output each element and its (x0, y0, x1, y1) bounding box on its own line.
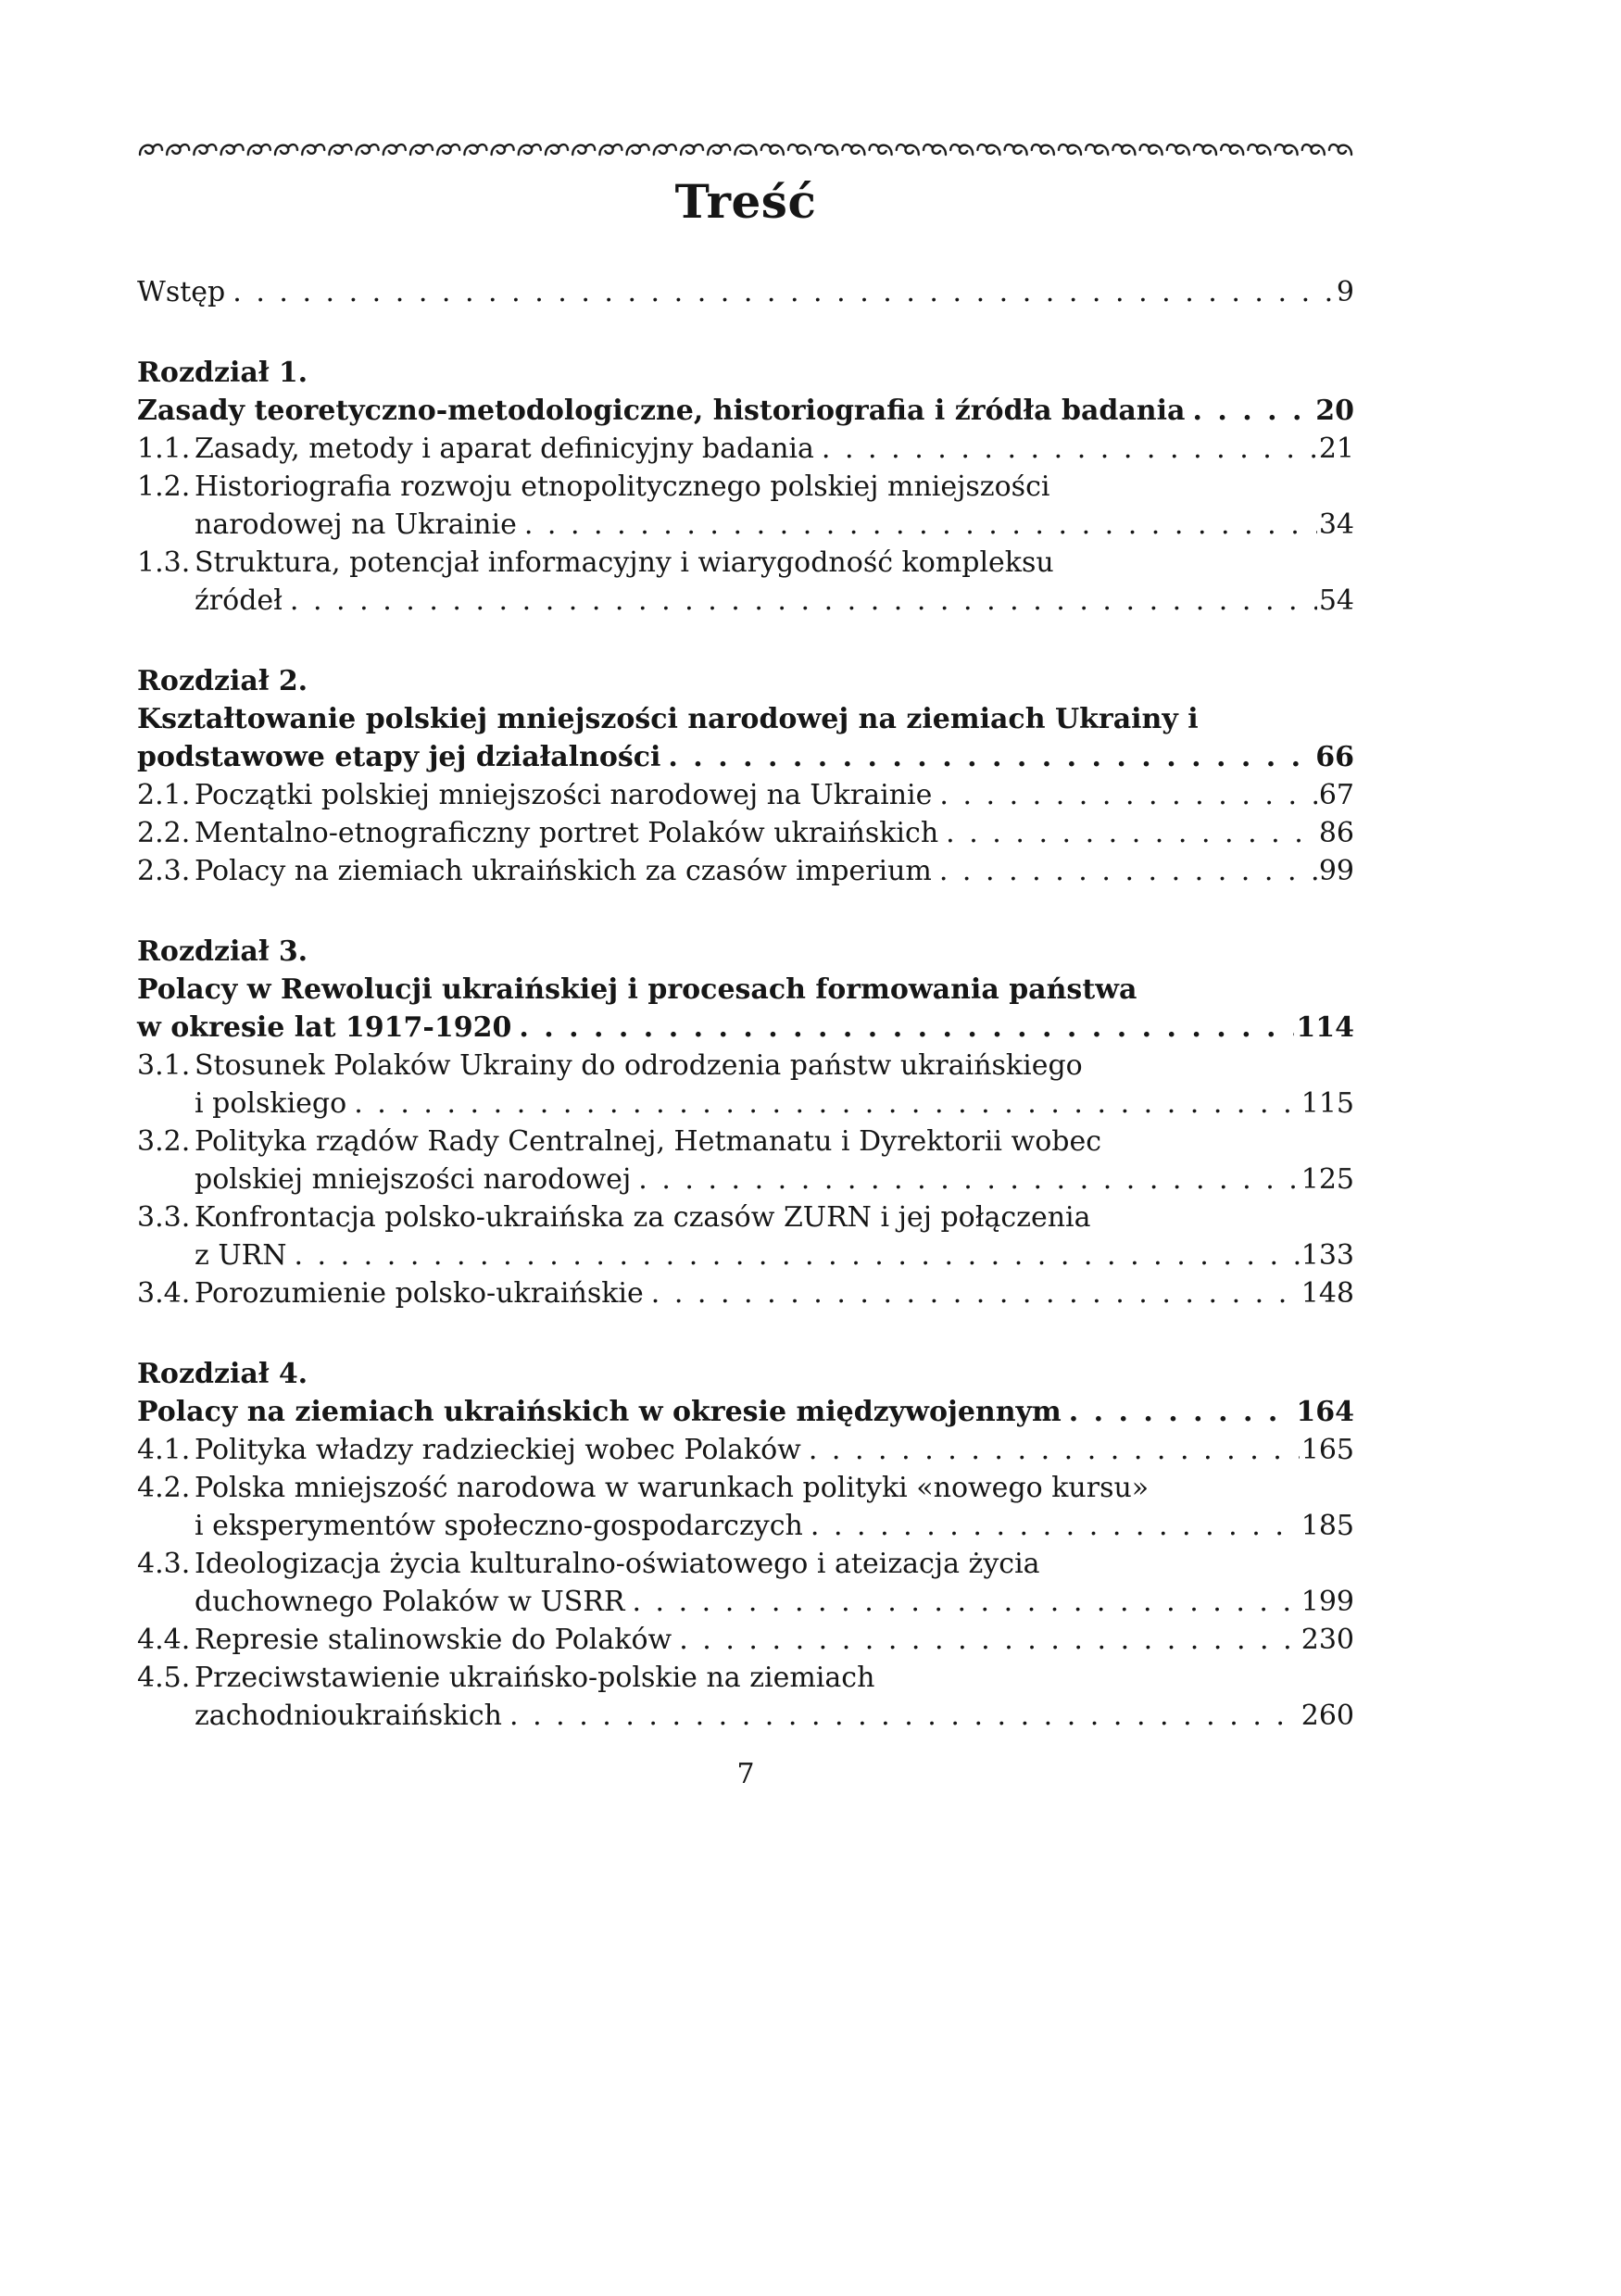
dot-leader (1069, 1393, 1295, 1431)
item-number: 3.2. (137, 1125, 191, 1158)
dot-leader (519, 1009, 1294, 1047)
ornament-border (137, 139, 1354, 161)
item-page-number: 125 (1301, 1163, 1354, 1196)
dot-leader (509, 1697, 1300, 1735)
footer-page-number: 7 (736, 1758, 755, 1790)
item-title-continuation: narodowej na Ukrainie (195, 508, 517, 541)
dot-leader (809, 1431, 1300, 1469)
chapter-title-line: w okresie lat 1917-1920 (137, 1011, 512, 1044)
item-title: Polska mniejszość narodowa w warunkach polityki «nowego kursu» (195, 1472, 1150, 1504)
chapter-heading: Rozdział 3. (137, 935, 308, 968)
dot-leader (1192, 392, 1313, 430)
item-page-number: 34 (1318, 508, 1354, 541)
item-title: Represie stalinowskie do Polaków (195, 1624, 672, 1656)
toc-item (137, 1274, 1354, 1312)
toc-item (137, 814, 1354, 852)
item-number: 1.1. (137, 433, 191, 465)
item-title: Początki polskiej mniejszości narodowej na Ukrainie (195, 779, 933, 811)
item-number: 3.4. (137, 1277, 191, 1310)
item-page-number: 99 (1318, 855, 1354, 887)
toc-intro-page-number: 9 (1336, 276, 1354, 308)
dot-leader (822, 430, 1317, 468)
chapter-heading: Rozdział 1. (137, 357, 308, 389)
dot-leader (939, 776, 1316, 814)
toc-item (137, 1047, 1354, 1123)
dot-leader (668, 738, 1313, 776)
item-page-number: 199 (1301, 1586, 1354, 1618)
toc-item (137, 1198, 1354, 1274)
dot-leader (679, 1621, 1300, 1659)
item-title: Polityka rządów Rady Centralnej, Hetmanatu i Dyrektorii wobec (195, 1125, 1102, 1158)
item-number: 4.4. (137, 1624, 191, 1656)
dot-leader (524, 506, 1317, 544)
toc-intro-label: Wstęp (137, 276, 226, 308)
item-title-continuation: źródeł (195, 584, 283, 617)
toc-item (137, 1621, 1354, 1659)
dot-leader (946, 814, 1317, 852)
dot-leader (638, 1161, 1299, 1198)
item-number: 2.1. (137, 779, 191, 811)
chapter-title-line: podstawowe etapy jej działalności (137, 741, 661, 773)
item-number: 4.2. (137, 1472, 191, 1504)
item-page-number: 230 (1301, 1624, 1354, 1656)
item-page-number: 115 (1301, 1087, 1354, 1120)
item-number: 4.5. (137, 1662, 191, 1694)
chapter-title-line: Zasady teoretyczno-metodologiczne, historiografia i źródła badania (137, 395, 1186, 427)
dot-leader (294, 1236, 1299, 1274)
chapter-page-number: 164 (1296, 1396, 1354, 1428)
item-title: Przeciwstawienie ukraińsko-polskie na ziemiach (195, 1662, 875, 1694)
item-number: 1.3. (137, 546, 191, 579)
chapter-title-line: Kształtowanie polskiej mniejszości narodowej na ziemiach Ukrainy i (137, 703, 1199, 735)
item-title: Zasady, metody i aparat definicyjny badania (195, 433, 814, 465)
item-page-number: 133 (1301, 1239, 1354, 1272)
toc-intro (137, 273, 1354, 311)
item-title-continuation: i polskiego (195, 1087, 347, 1120)
item-page-number: 21 (1318, 433, 1354, 465)
toc-item (137, 468, 1354, 544)
toc-chapter-4 (137, 1355, 1354, 1735)
toc-chapter-3 (137, 933, 1354, 1312)
item-title: Porozumienie polsko-ukraińskie (195, 1277, 644, 1310)
dot-leader (810, 1507, 1300, 1545)
item-title-continuation: z URN (195, 1239, 287, 1272)
item-title-continuation: zachodnioukraińskich (195, 1700, 502, 1732)
chapter-page-number: 20 (1315, 395, 1354, 427)
item-number: 2.2. (137, 817, 191, 849)
item-title: Ideologizacja życia kulturalno-oświatowego i ateizacja życia (195, 1548, 1040, 1580)
item-page-number: 185 (1301, 1510, 1354, 1542)
dot-leader (354, 1085, 1300, 1123)
toc-item (137, 1123, 1354, 1198)
item-title-continuation: duchownego Polaków w USRR (195, 1586, 625, 1618)
chapter-title-line: Polacy w Rewolucji ukraińskiej i procesach formowania państwa (137, 973, 1137, 1006)
item-number: 2.3. (137, 855, 191, 887)
toc-item (137, 430, 1354, 468)
item-title: Struktura, potencjał informacyjny i wiarygodność kompleksu (195, 546, 1054, 579)
chapter-heading: Rozdział 2. (137, 665, 308, 697)
item-title: Polityka władzy radzieckiej wobec Polaków (195, 1434, 801, 1466)
item-page-number: 165 (1301, 1434, 1354, 1466)
dot-leader (651, 1274, 1300, 1312)
item-title: Historiografia rozwoju etnopolitycznego polskiej mniejszości (195, 470, 1050, 503)
dot-leader (632, 1583, 1299, 1621)
item-title: Konfrontacja polsko-ukraińska za czasów ZURN i jej połączenia (195, 1201, 1091, 1234)
toc-item (137, 1545, 1354, 1621)
toc-chapter-2 (137, 662, 1354, 890)
chapter-title-line: Polacy na ziemiach ukraińskich w okresie międzywojennym (137, 1396, 1062, 1428)
item-page-number: 86 (1318, 817, 1354, 849)
toc-item (137, 1469, 1354, 1545)
item-page-number: 260 (1301, 1700, 1354, 1732)
item-page-number: 148 (1301, 1277, 1354, 1310)
item-number: 4.1. (137, 1434, 191, 1466)
item-number: 3.3. (137, 1201, 191, 1234)
chapter-page-number: 66 (1315, 741, 1354, 773)
item-title-continuation: i eksperymentów społeczno-gospodarczych (195, 1510, 803, 1542)
item-number: 3.1. (137, 1049, 191, 1082)
toc-item (137, 1659, 1354, 1735)
dot-leader (232, 273, 1335, 311)
item-title: Stosunek Polaków Ukrainy do odrodzenia państw ukraińskiego (195, 1049, 1083, 1082)
chapter-heading: Rozdział 4. (137, 1358, 308, 1390)
chapter-page-number: 114 (1296, 1011, 1354, 1044)
toc-item (137, 1431, 1354, 1469)
toc-item (137, 852, 1354, 890)
table-of-contents (137, 273, 1354, 1735)
item-number: 1.2. (137, 470, 191, 503)
page-title: Treść (674, 174, 817, 229)
item-title: Mentalno-etnograficzny portret Polaków ukraińskich (195, 817, 939, 849)
toc-item (137, 544, 1354, 620)
item-page-number: 67 (1318, 779, 1354, 811)
toc-item (137, 776, 1354, 814)
page-content (137, 139, 1354, 1735)
dot-leader (939, 852, 1317, 890)
item-number: 4.3. (137, 1548, 191, 1580)
item-page-number: 54 (1318, 584, 1354, 617)
item-title-continuation: polskiej mniejszości narodowej (195, 1163, 632, 1196)
item-title: Polacy na ziemiach ukraińskich za czasów imperium (195, 855, 932, 887)
dot-leader (290, 582, 1317, 620)
toc-chapter-1 (137, 354, 1354, 620)
